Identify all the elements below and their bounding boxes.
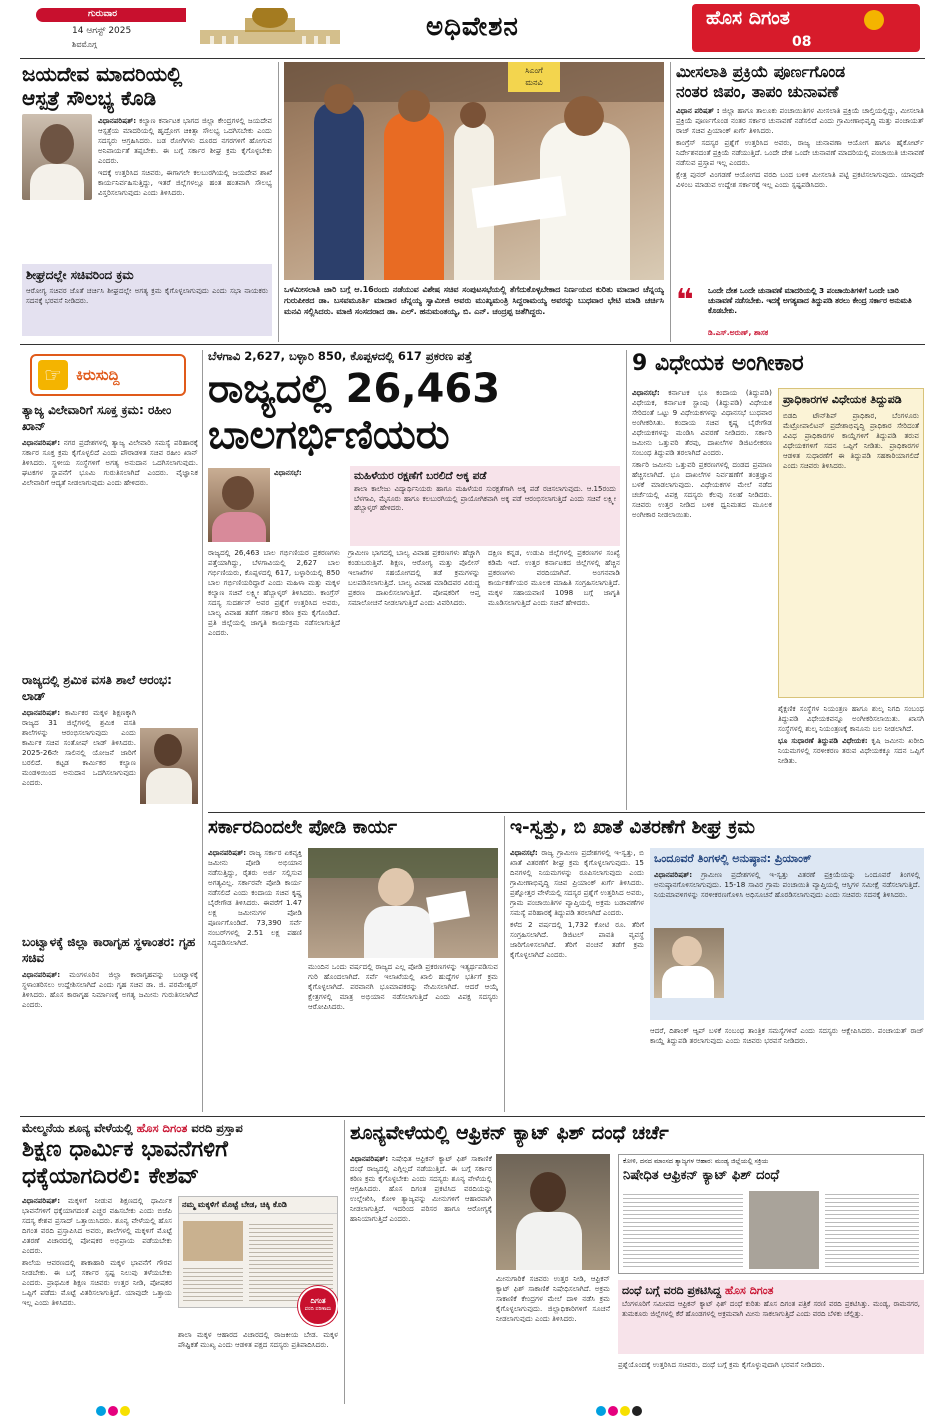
subhead-box (350, 466, 620, 546)
kiru-item-body: ಕಾರ್ಮಿಕರ ಮಕ್ಕಳ ಶಿಕ್ಷಣಕ್ಕಾಗಿ ರಾಜ್ಯದ 31 ಜಿಲ್ಲೆಗಳಲ್ಲಿ ಶ್ರಮಿಕ ವಸತಿ ಶಾಲೆಗಳನ್ನು ಆರಂಭಿಸಲಾಗುವುದು ಎಂದು ಕಾರ್ಮಿಕ ಸಚಿವ ಸಂತೋಷ್ ಲಾಡ್ ತಿಳಿಸಿದರು. 2025-26ನೇ ಸಾಲಿನಲ್ಲಿ ಯೋಜನೆ ಜಾರಿಗೆ ಬರಲಿದೆ. ಕಟ್ಟಡ ಕಾರ್ಮಿಕರ ಕಲ್ಯಾಣ ಮಂಡಳಿಯಿಂದ ಅನುದಾನ ಒದಗಿಸಲಾಗುವುದು ಎಂದರು. (22, 708, 136, 787)
registration-marks-right (596, 1406, 656, 1416)
box-body: ಬಿಡದಿ ಟೌನ್‌ಶಿಪ್ ಪ್ರಾಧಿಕಾರ, ಬೆಂಗಳೂರು ಮೆಟ್ರೋಪಾಲಿಟನ್ ಪ್ರದೇಶಾಭಿವೃದ್ಧಿ ಪ್ರಾಧಿಕಾರ ಸೇರಿದಂತೆ ವಿವಿಧ ಪ್ರಾಧಿಕಾರಗಳ ಕಾಯ್ದೆಗಳಿಗೆ ತಿದ್ದುಪಡಿ ತರುವ ವಿಧೇಯಕಗಳಿಗೆ ಸದನ ಒಪ್ಪಿಗೆ ನೀಡಿತು. ಪ್ರಾಧಿಕಾರಗಳ ಆಡಳಿತ ಸುಧಾರಣೆಗೆ ಈ ತಿದ್ದುಪಡಿ ಸಹಕಾರಿಯಾಗಲಿದೆ ಎಂದು ಸಚಿವರು ತಿಳಿಸಿದರು. (783, 411, 919, 470)
catfish-clipping (618, 1154, 924, 1274)
kiru-item-dateline: ವಿಧಾನಪರಿಷತ್: (22, 708, 61, 717)
headline: ಸರ್ಕಾರದಿಂದಲೇ ಪೋಡಿ ಕಾರ್ಯ (208, 817, 397, 838)
quote-text: ಒಂದೇ ದೇಶ ಒಂದೇ ಚುನಾವಣೆ ಮಾದರಿಯಲ್ಲಿ 3 ಪಂಚಾಯಿತಿಗಳಿಗೆ ಒಂದೇ ಬಾರಿ ಚುನಾವಣೆ ನಡೆಸಬೇಕು. ಇದಕ್ಕೆ ಅಗತ್ಯವಾದ ತಿದ್ದುಪಡಿ ತರಲು ಕೇಂದ್ರ ಸರ್ಕಾರ ಅನುಮತಿ ಕೊಡಬೇಕು. (708, 286, 912, 315)
minister-photo (208, 468, 270, 542)
member-speaking-photo (496, 1154, 610, 1270)
body-2: ಇದಕ್ಕೆ ಉತ್ತರಿಸಿದ ಸಚಿವರು, ಈಗಾಗಲೇ ಕಲಬುರಗಿಯಲ್ಲಿ ಜಯದೇವ ಶಾಖೆ ಕಾರ್ಯನಿರ್ವಹಿಸುತ್ತಿದ್ದು, ಇತರೆ ಜಿಲ್ಲೆಗಳಲ್ಲೂ ಹಂತ ಹಂತವಾಗಿ ಸೌಲಭ್ಯ ವಿಸ್ತರಿಸಲಾಗುವುದು ಎಂದು ತಿಳಿಸಿದರು. (98, 168, 272, 197)
kicker: ಬೆಳಗಾವಿ 2,627, ಬಳ್ಳಾರಿ 850, ಕೊಪ್ಪಳದಲ್ಲಿ 617 ಪ್ರಕರಣ ಪತ್ತೆ (208, 349, 473, 363)
e-swattu-story (510, 816, 924, 1112)
body-2: ಸರ್ಕಾರಿ ಜಮೀನು ಒತ್ತುವರಿ ಪ್ರಕರಣಗಳಲ್ಲಿ ದಂಡದ ಪ್ರಮಾಣ ಹೆಚ್ಚಿಸಲಾಗಿದೆ. ಭೂ ದಾಖಲೆಗಳ ನಿರ್ವಹಣೆಗೆ ತಂತ್ರಜ್ಞಾನ ಬಳಕೆ ಮಾಡಲಾಗುವುದು. ವಿಧೇಯಕಗಳ ಮೇಲೆ ನಡೆದ ಚರ್ಚೆಯಲ್ಲಿ ವಿಪಕ್ಷ ಸದಸ್ಯರು ಕೆಲವು ಸಲಹೆ ನೀಡಿದರು. ಸಚಿವರು ಉತ್ತರ ನೀಡಿದ ಬಳಿಕ ಧ್ವನಿಮತದ ಮೂಲಕ ಅಂಗೀಕಾರ ನೀಡಲಾಯಿತು. (632, 460, 772, 519)
day-label: ಗುರುವಾರ (88, 9, 118, 19)
badge-bottom: ವರದಿ ಪರಿಣಾಮ (304, 1306, 332, 1312)
body: ಕಲ್ಯಾಣ ಕರ್ನಾಟಕ ಭಾಗದ ಜಿಲ್ಲಾ ಕೇಂದ್ರಗಳಲ್ಲಿ ಜಯದೇವ ಆಸ್ಪತ್ರೆಯ ಮಾದರಿಯಲ್ಲಿ ಹೃದ್ರೋಗ ಚಿಕಿತ್ಸಾ ಸೌಲಭ್ಯ ಒದಗಿಸಬೇಕು ಎಂದು ಸದಸ್ಯರು ಆಗ್ರಹಿಸಿದರು. ಬಡ ರೋಗಿಗಳು ದೂರದ ನಗರಗಳಿಗೆ ಹೋಗುವ ಅನಿವಾರ್ಯತೆ ತಪ್ಪಬೇಕು. ಈ ಬಗ್ಗೆ ಸರ್ಕಾರ ಶೀಘ್ರ ಕ್ರಮ ಕೈಗೊಳ್ಳಬೇಕು ಎಂದರು. (98, 116, 272, 165)
clip-title: ನಿಷೇಧಿತ ಆಫ್ರಿಕನ್ ಕ್ಯಾಟ್ ಫಿಶ್ ದಂಧೆ (623, 1168, 780, 1183)
pointing-hand-icon: ☞ (38, 360, 68, 390)
date-block (26, 2, 186, 54)
body: ರಾಜ್ಯ ಸರ್ಕಾರ ಏಕವ್ಯಕ್ತಿ ಜಮೀನು ಪೋಡಿ ಅಭಿಯಾನ ನಡೆಸುತ್ತಿದ್ದು, ರೈತರು ಅರ್ಜಿ ಸಲ್ಲಿಸುವ ಅಗತ್ಯವಿಲ್ಲ. ಸರ್ಕಾರವೇ ಪೋಡಿ ಕಾರ್ಯ ನಡೆಸಲಿದೆ ಎಂದು ಕಂದಾಯ ಸಚಿವ ಕೃಷ್ಣ ಬೈರೇಗೌಡ ತಿಳಿಸಿದರು. ಈವರೆಗೆ 1.47 ಲಕ್ಷ ಜಮೀನುಗಳ ಪೋಡಿ ಪೂರ್ಣಗೊಂಡಿದೆ. 73,390 ಸರ್ವೆ ನಂಬರ್‌ಗಳಲ್ಲಿ 2.51 ಲಕ್ಷ ಪಹಣಿ ಸಿದ್ಧಪಡಿಸಲಾಗಿದೆ. (208, 848, 302, 947)
dateline: ವಿಧಾನಪರಿಷತ್: (98, 116, 137, 125)
box-title: ಒಂದೂವರೆ ತಿಂಗಳಲ್ಲಿ ಅನುಷ್ಠಾನ: ಪ್ರಿಯಾಂಕ್ (654, 852, 812, 865)
tag-brand: ಹೊಸ ದಿಗಂತ (136, 1121, 188, 1135)
body-2: ಮುಂದಿನ ಒಂದು ವರ್ಷದಲ್ಲಿ ರಾಜ್ಯದ ಎಲ್ಲ ಪೋಡಿ ಪ್ರಕರಣಗಳನ್ನು ಇತ್ಯರ್ಥಪಡಿಸುವ ಗುರಿ ಹೊಂದಲಾಗಿದೆ. ಸರ್ವೆ ಇಲಾಖೆಯಲ್ಲಿ ಖಾಲಿ ಹುದ್ದೆಗಳ ಭರ್ತಿಗೆ ಕ್ರಮ ಕೈಗೊಳ್ಳಲಾಗಿದೆ. ಪರವಾನಗಿ ಭೂಮಾಪಕರನ್ನು ನೇಮಿಸಲಾಗಿದೆ. ಆದರೆ ಆಯ್ಕೆ ಕ್ಷೇತ್ರಗಳಲ್ಲಿ ಮಾತ್ರ ಅಭಿಯಾನ ನಡೆಸಲಾಗುತ್ತಿದೆ ಎಂದು ವಿಪಕ್ಷ ಸದಸ್ಯರು ಆರೋಪಿಸಿದರು. (308, 962, 498, 1011)
body-col3: ದಕ್ಷಿಣ ಕನ್ನಡ, ಉಡುಪಿ ಜಿಲ್ಲೆಗಳಲ್ಲಿ ಪ್ರಕರಣಗಳ ಸಂಖ್ಯೆ ಕಡಿಮೆ ಇದೆ. ಉತ್ತರ ಕರ್ನಾಟಕದ ಜಿಲ್ಲೆಗಳಲ್ಲಿ ಹೆಚ್ಚಿನ ಪ್ರಕರಣಗಳು ವರದಿಯಾಗಿವೆ. ಅಂಗನವಾಡಿ ಕಾರ್ಯಕರ್ತೆಯರ ಮೂಲಕ ಮಾಹಿತಿ ಸಂಗ್ರಹಿಸಲಾಗುತ್ತಿದೆ. ಮಕ್ಕಳ ಸಹಾಯವಾಣಿ 1098 ಬಗ್ಗೆ ಜಾಗೃತಿ ಮೂಡಿಸಲಾಗುತ್ತಿದೆ ಎಂದು ಸಚಿವೆ ಹೇಳಿದರು. (488, 548, 620, 607)
box-title (622, 1284, 920, 1298)
photo-label-line1: ಸಿಎಂಗೆ (525, 66, 543, 75)
dateline: ವಿಧಾನಸಭೆ: (274, 468, 302, 477)
subhead: ಮಹಿಳೆಯರ ರಕ್ಷಣೆಗೆ ಬರಲಿದೆ ಅಕ್ಕ ಪಡೆ (354, 470, 487, 482)
kiru-item-1 (22, 402, 198, 672)
date-label: 14 ಆಗಸ್ಟ್ 2025 (72, 26, 132, 36)
body: ಮಕ್ಕಳಿಗೆ ನೀಡುವ ಶಿಕ್ಷಣದಲ್ಲಿ ಧಾರ್ಮಿಕ ಭಾವನೆಗಳಿಗೆ ಧಕ್ಕೆಯಾಗದಂತೆ ಎಚ್ಚರ ವಹಿಸಬೇಕು ಎಂದು ಬಿಜೆಪಿ ಸದಸ್ಯ ಕೇಶವ ಪ್ರಸಾದ್ ಒತ್ತಾಯಿಸಿದರು. ಶೂನ್ಯ ವೇಳೆಯಲ್ಲಿ ಹೊಸ ದಿಗಂತ ವರದಿ ಪ್ರಸ್ತಾಪಿಸಿದ ಅವರು, ಶಾಲೆಗಳಲ್ಲಿ ಮಕ್ಕಳಿಗೆ ಮೊಟ್ಟೆ ವಿತರಣೆ ವಿಚಾರದಲ್ಲಿ ಪೋಷಕರ ಅಭಿಪ್ರಾಯ ಪಡೆಯಬೇಕು ಎಂದರು. (22, 1196, 172, 1255)
headline-line2: ಆಸ್ಪತ್ರೆ ಸೌಲಭ್ಯ ಕೊಡಿ (22, 86, 157, 110)
main-story (208, 348, 620, 810)
body-3: ಕ್ಷೇತ್ರ ಪುನರ್ ವಿಂಗಡಣೆ ಆಯೋಗದ ವರದಿ ಬಂದ ಬಳಿಕ ಮೀಸಲಾತಿ ಪಟ್ಟಿ ಪ್ರಕಟಿಸಲಾಗುವುದು. ಯಾವುದೇ ವಿಳಂಬ ಮಾಡುವ ಉದ್ದೇಶ ಸರ್ಕಾರಕ್ಕೆ ಇಲ್ಲ ಎಂದು ಸ್ಪಷ್ಟಪಡಿಸಿದರು. (676, 170, 924, 189)
hosa-digantha-box (618, 1280, 924, 1354)
cm-photo-story (284, 62, 664, 342)
kiru-item-3 (22, 934, 198, 1110)
quote-mark-icon: ❝ (676, 283, 694, 318)
paper-name: ಹೊಸ ದಿಗಂತ (706, 7, 790, 29)
minister-photo (654, 928, 724, 998)
body-col1: ರಾಜ್ಯದಲ್ಲಿ 26,463 ಬಾಲ ಗರ್ಭಿಣಿಯರ ಪ್ರಕರಣಗಳು ಪತ್ತೆಯಾಗಿದ್ದು, ಬೆಳಗಾವಿಯಲ್ಲಿ 2,627 ಬಾಲ ಗರ್ಭಿಣಿಯರು, ಕೊಪ್ಪಳದಲ್ಲಿ 617, ಬಳ್ಳಾರಿಯಲ್ಲಿ 850 ಬಾಲ ಗರ್ಭಿಣಿಯರಿದ್ದಾರೆ ಎಂದು ಮಹಿಳಾ ಮತ್ತು ಮಕ್ಕಳ ಕಲ್ಯಾಣ ಸಚಿವೆ ಲಕ್ಷ್ಮೀ ಹೆಬ್ಬಾಳ್ಕರ್ ತಿಳಿಸಿದರು. ಕಾಂಗ್ರೆಸ್ ಸದಸ್ಯ ಸುದರ್ಶನ್ ಅವರ ಪ್ರಶ್ನೆಗೆ ಉತ್ತರಿಸಿದ ಅವರು, ಬಾಲ್ಯ ವಿವಾಹ ತಡೆಗೆ ಸರ್ಕಾರ ಕಠಿಣ ಕ್ರಮ ಕೈಗೊಂಡಿದೆ. ಪ್ರತಿ ಜಿಲ್ಲೆಯಲ್ಲಿ ಜಾಗೃತಿ ಕಾರ್ಯಕ್ರಮ ನಡೆಸಲಾಗುತ್ತಿದೆ ಎಂದರು. (208, 548, 340, 637)
dateline: ವಿಧಾನಸಭೆ: (510, 848, 538, 857)
badge-top: ದಿಗಂತ (310, 1297, 326, 1305)
priyank-box (650, 848, 924, 1020)
body: ಕರ್ನಾಟಕ ಭೂ ಕಂದಾಯ (ತಿದ್ದುಪಡಿ) ವಿಧೇಯಕ, ಕರ್ನಾಟಕ ಸ್ಟಾಂಪು (ತಿದ್ದುಪಡಿ) ವಿಧೇಯಕ ಸೇರಿದಂತೆ ಒಟ್ಟು 9 ವಿಧೇಯಕಗಳನ್ನು ವಿಧಾನಸಭೆ ಬುಧವಾರ ಅಂಗೀಕರಿಸಿತು. ಕಂದಾಯ ಸಚಿವ ಕೃಷ್ಣ ಬೈರೇಗೌಡ ವಿಧೇಯಕಗಳನ್ನು ಮಂಡಿಸಿ ವಿವರಣೆ ನೀಡಿದರು. ಸರ್ಕಾರಿ ಜಮೀನು ಒತ್ತುವರಿ ತೆರವು, ದಾಖಲೆಗಳ ಡಿಜಿಟಲೀಕರಣ ಸಂಬಂಧ ತಿದ್ದುಪಡಿ ತರಲಾಗಿದೆ ಎಂದರು. (632, 388, 772, 457)
section-title: ಅಧಿವೇಶನ (426, 12, 519, 42)
tag-suffix: ವರದಿ ಪ್ರಸ್ತಾಪ (191, 1121, 243, 1135)
headline-line2: ನಂತರ ಜಿಪಂ, ತಾಪಂ ಚುನಾವಣೆ (676, 83, 839, 101)
subhead-body: ಶಾಲಾ ಕಾಲೇಜು ವಿದ್ಯಾರ್ಥಿನಿಯರು ಹಾಗೂ ಮಹಿಳೆಯರ ಸುರಕ್ಷತೆಗಾಗಿ ಅಕ್ಕ ಪಡೆ ರಚಿಸಲಾಗುವುದು. ಆ.15ರಂದು ಬೆಳಗಾವಿ, ಮೈಸೂರು ಹಾಗೂ ಕಲಬುರಗಿಯಲ್ಲಿ ಪ್ರಾಯೋಗಿಕವಾಗಿ ಅಕ್ಕ ಪಡೆ ಆರಂಭಿಸಲಾಗುತ್ತಿದೆ ಎಂದು ಸಚಿವೆ ಲಕ್ಷ್ಮೀ ಹೆಬ್ಬಾಳ್ಕರ್ ಹೇಳಿದರು. (354, 485, 616, 512)
headline-line2: ಬಾಲಗರ್ಭಿಣಿಯರು (208, 412, 450, 458)
tag-line (22, 1120, 338, 1136)
hospital-story (22, 62, 272, 338)
brand-logo-icon (864, 10, 884, 30)
sub-headline: ಶೀಘ್ರದಲ್ಲೇ ಸಚಿವರಿಂದ ಕ್ರಮ (26, 268, 134, 282)
sub-box (22, 264, 272, 336)
clip-title: ನಮ್ಮ ಮಕ್ಕಳಿಗೆ ಮೊಟ್ಟೆ ಬೇಡ, ಚಿಕ್ಕಿ ಕೊಡಿ (179, 1197, 337, 1214)
clip-kicker: ಕೋಳಿ, ದನದ ಮಾಂಸದ ತ್ಯಾಜ್ಯಗಳ ಆಹಾರ: ಮಂಡ್ಯ ಜಿಲ್ಲೆಯಲ್ಲಿ ಸಕ್ರಿಯ (623, 1157, 769, 1165)
podi-story (208, 816, 498, 1112)
body-2: ಕಾಂಗ್ರೆಸ್ ಸದಸ್ಯರ ಪ್ರಶ್ನೆಗೆ ಉತ್ತರಿಸಿದ ಅವರು, ರಾಜ್ಯ ಚುನಾವಣಾ ಆಯೋಗ ಹಾಗೂ ಹೈಕೋರ್ಟ್ ನಿರ್ದೇಶನದಂತೆ ಪ್ರಕ್ರಿಯೆ ನಡೆಯುತ್ತಿದೆ. ಒಂದೇ ದೇಶ ಒಂದೇ ಚುನಾವಣೆ ಮಾದರಿಯಲ್ಲಿ ಪಂಚಾಯಿತಿ ಚುನಾವಣೆ ನಡೆಸುವ ಪ್ರಸ್ತಾಪ ಇಲ್ಲ ಎಂದರು. (676, 138, 924, 167)
sub-body: ಆರೋಗ್ಯ ಸಚಿವರ ಜೊತೆ ಚರ್ಚಿಸಿ ಶೀಘ್ರದಲ್ಲೇ ಅಗತ್ಯ ಕ್ರಮ ಕೈಗೊಳ್ಳಲಾಗುವುದು ಎಂದು ಸಭಾ ನಾಯಕರು ಸದನಕ್ಕೆ ಭರವಸೆ ನೀಡಿದರು. (26, 286, 268, 305)
quote-box (676, 284, 924, 342)
page-number: 08 (792, 34, 812, 50)
cm-meeting-photo (284, 62, 664, 280)
registration-marks-left (96, 1406, 136, 1416)
vidhana-soudha-icon (190, 8, 350, 44)
city-label: ಶಿವಮೊಗ್ಗ (72, 40, 97, 49)
authorities-box (778, 388, 924, 698)
minister-speaking-photo (308, 848, 498, 958)
dateline: ವಿಧಾನಪರಿಷತ್: (350, 1154, 389, 1163)
photo-label-line2: ಮನವಿ (525, 78, 543, 87)
headline: ರಾಜ್ಯದಲ್ಲಿ 26,463 (208, 366, 501, 412)
body-2: ಶಾಲೆಯ ಆವರಣದಲ್ಲಿ ಶಾಕಾಹಾರಿ ಮಕ್ಕಳ ಭಾವನೆಗೆ ಗೌರವ ನೀಡಬೇಕು. ಈ ಬಗ್ಗೆ ಸರ್ಕಾರ ಸ್ಪಷ್ಟ ನಿಲುವು ತಳೆಯಬೇಕು ಎಂದರು. ಪ್ರಾಥಮಿಕ ಶಿಕ್ಷಣ ಸಚಿವರು ಉತ್ತರ ನೀಡಿ, ಪೋಷಕರ ಒಪ್ಪಿಗೆ ಪಡೆದು ಮೊಟ್ಟೆ ವಿತರಿಸಲಾಗುತ್ತಿದೆ. ಯಾವುದೇ ಒತ್ತಾಯ ಇಲ್ಲ ಎಂದು ತಿಳಿಸಿದರು. (22, 1258, 172, 1307)
body-2: ಕಳೆದ 2 ವರ್ಷದಲ್ಲಿ 1,732 ಕೋಟಿ ರೂ. ತೆರಿಗೆ ಸಂಗ್ರಹಿಸಲಾಗಿದೆ. ಡಿಜಿಟಲ್ ಪಾವತಿ ವ್ಯವಸ್ಥೆ ಜಾರಿಗೊಳಿಸಲಾಗಿದೆ. ತೆರಿಗೆ ವಂಚನೆ ತಡೆಗೆ ಕ್ರಮ ಕೈಗೊಳ್ಳಲಾಗಿದೆ ಎಂದರು. (510, 920, 644, 959)
box-title: ಪ್ರಾಧಿಕಾರಗಳ ವಿಧೇಯಕ ತಿದ್ದುಪಡಿ (783, 393, 902, 406)
body-3: ಪ್ರಶ್ನೆಯೊಂದಕ್ಕೆ ಉತ್ತರಿಸಿದ ಸಚಿವರು, ದಂಧೆ ಬಗ್ಗೆ ಕ್ರಮ ಕೈಗೊಳ್ಳುವುದಾಗಿ ಭರವಸೆ ನೀಡಿದರು. (618, 1360, 825, 1369)
kiru-item-title: ರಾಜ್ಯದಲ್ಲಿ ಶ್ರಮಿಕ ವಸತಿ ಶಾಲೆ ಆರಂಭ: ಲಾಡ್ (22, 673, 172, 703)
section-header (190, 8, 690, 44)
headline: ಶೂನ್ಯವೇಳೆಯಲ್ಲಿ ಆಫ್ರಿಕನ್ ಕ್ಯಾಟ್ ಫಿಶ್ ದಂಧೆ ಚರ್ಚೆ (350, 1122, 669, 1144)
kiru-item-title: ಬಂಟ್ವಾಳಕ್ಕೆ ಜಿಲ್ಲಾ ಕಾರಾಗೃಹ ಸ್ಥಳಾಂತರ: ಗೃಹ ಸಚಿವ (22, 935, 196, 965)
body-2: ಮೀನುಗಾರಿಕೆ ಸಚಿವರು ಉತ್ತರ ನೀಡಿ, ಆಫ್ರಿಕನ್ ಕ್ಯಾಟ್ ಫಿಶ್ ಸಾಕಾಣಿಕೆ ನಿಷೇಧಿಸಲಾಗಿದೆ. ಅಕ್ರಮ ಸಾಕಾಣಿಕೆ ಕೇಂದ್ರಗಳ ಮೇಲೆ ದಾಳಿ ನಡೆಸಿ ಕ್ರಮ ಕೈಗೊಳ್ಳಲಾಗುವುದು. ಜಿಲ್ಲಾಧಿಕಾರಿಗಳಿಗೆ ಸೂಚನೆ ನೀಡಲಾಗುವುದು ಎಂದು ತಿಳಿಸಿದರು. (496, 1274, 610, 1323)
panchayat-election-story (676, 62, 924, 342)
education-story (22, 1120, 338, 1404)
box-dateline: ವಿಧಾನಪರಿಷತ್: (654, 870, 693, 879)
body-3: ಶಾಲಾ ಮಕ್ಕಳ ಆಹಾರದ ವಿಚಾರದಲ್ಲಿ ರಾಜಕೀಯ ಬೇಡ. ಮಕ್ಕಳ ಪೌಷ್ಟಿಕತೆ ಮುಖ್ಯ ಎಂದು ಆಡಳಿತ ಪಕ್ಷದ ಸದಸ್ಯರು ಪ್ರತಿಪಾದಿಸಿದರು. (178, 1330, 338, 1349)
photo-caption: ಒಳಮೀಸಲಾತಿ ಜಾರಿ ಬಗ್ಗೆ ಆ.16ರಂದು ನಡೆಯುವ ವಿಶೇಷ ಸಚಿವ ಸಂಪುಟಸಭೆಯಲ್ಲಿ ತೆಗೆದುಕೊಳ್ಳಬೇಕಾದ ನಿರ್ಣಯದ ಕುರಿತು ಮಾದಾರ ಚೆನ್ನಯ್ಯ ಗುರುಪೀಠದ ಡಾ. ಬಸವಮೂರ್ತಿ ಮಾದಾರ ಚೆನ್ನಯ್ಯ ಸ್ವಾಮೀಜಿ ಅವರು ಮುಖ್ಯಮಂತ್ರಿ ಸಿದ್ದರಾಮಯ್ಯ ಅವರನ್ನು ಬುಧವಾರ ಭೇಟಿ ಮಾಡಿ ಚರ್ಚಿಸಿ ಮನವಿ ಸಲ್ಲಿಸಿದರು. ಮಾಜಿ ಸಂಸದರಾದ ಡಾ. ಎಲ್. ಹನುಮಂತಯ್ಯ, ಬಿ. ಎನ್. ಚಂದ್ರಪ್ಪ ಜತೆಗಿದ್ದರು. (284, 285, 664, 316)
dateline: ವಿಧಾನ ಪರಿಷತ್ : (676, 106, 720, 115)
bills-story (632, 350, 924, 810)
headline: ಇ-ಸ್ವತ್ತು, ಬಿ ಖಾತೆ ವಿತರಣೆಗೆ ಶೀಘ್ರ ಕ್ರಮ (510, 817, 755, 838)
kiru-item-body: ನಗರ ಪ್ರದೇಶಗಳಲ್ಲಿ ತ್ಯಾಜ್ಯ ವಿಲೇವಾರಿ ಸಮಸ್ಯೆ ಪರಿಹಾರಕ್ಕೆ ಸರ್ಕಾರ ಸೂಕ್ತ ಕ್ರಮ ಕೈಗೊಳ್ಳಲಿದೆ ಎಂದು ಪೌರಾಡಳಿತ ಸಚಿವ ರಹೀಂ ಖಾನ್ ತಿಳಿಸಿದರು. ಸ್ಥಳೀಯ ಸಂಸ್ಥೆಗಳಿಗೆ ಅಗತ್ಯ ಅನುದಾನ ಒದಗಿಸಲಾಗುವುದು. ಘಟಕಗಳ ಸ್ಥಾಪನೆಗೆ ಭೂಮಿ ಗುರುತಿಸಲಾಗಿದೆ ಎಂದರು. ವೈಜ್ಞಾನಿಕ ವಿಲೇವಾರಿಗೆ ಆದ್ಯತೆ ನೀಡಲಾಗುವುದು ಎಂದು ಹೇಳಿದರು. (22, 438, 198, 487)
kiru-suddi-column (22, 350, 198, 1112)
kiru-label-box (30, 354, 186, 396)
box-title-prefix: ದಂಧೆ ಬಗ್ಗೆ ವರದಿ ಪ್ರಕಟಿಸಿದ್ದ (622, 1284, 722, 1297)
headline: 9 ವಿಧೇಯಕ ಅಂಗೀಕಾರ (632, 351, 804, 376)
body-col2: ಗ್ರಾಮೀಣ ಭಾಗದಲ್ಲಿ ಬಾಲ್ಯ ವಿವಾಹ ಪ್ರಕರಣಗಳು ಹೆಚ್ಚಾಗಿ ಕಂಡುಬರುತ್ತಿವೆ. ಶಿಕ್ಷಣ, ಆರೋಗ್ಯ ಮತ್ತು ಪೊಲೀಸ್ ಇಲಾಖೆಗಳ ಸಹಯೋಗದಲ್ಲಿ ತಡೆ ಕ್ರಮಗಳನ್ನು ಬಲಪಡಿಸಲಾಗುತ್ತಿದೆ. ಬಾಲ್ಯ ವಿವಾಹ ಮಾಡಿದವರ ವಿರುದ್ಧ ಪ್ರಕರಣ ದಾಖಲಿಸಲಾಗುತ್ತಿದೆ. ಪೋಷಕರಿಗೆ ಆಪ್ತ ಸಮಾಲೋಚನೆ ನೀಡಲಾಗುತ್ತಿದೆ ಎಂದು ವಿವರಿಸಿದರು. (348, 548, 480, 607)
kiru-item-body: ಮಂಗಳೂರಿನ ಜಿಲ್ಲಾ ಕಾರಾಗೃಹವನ್ನು ಬಂಟ್ವಾಳಕ್ಕೆ ಸ್ಥಳಾಂತರಿಸಲು ಉದ್ದೇಶಿಸಲಾಗಿದೆ ಎಂದು ಗೃಹ ಸಚಿವ ಡಾ. ಜಿ. ಪರಮೇಶ್ವರ್ ತಿಳಿಸಿದರು. ಹೊಸ ಕಾರಾಗೃಹ ನಿರ್ಮಾಣಕ್ಕೆ ಅಗತ್ಯ ಜಮೀನು ಗುರುತಿಸಲಾಗಿದೆ ಎಂದರು. (22, 970, 198, 1009)
body: ಜಿಲ್ಲಾ ಹಾಗೂ ತಾಲೂಕು ಪಂಚಾಯಿತಿಗಳ ಮೀಸಲಾತಿ ಪ್ರಕ್ರಿಯೆ ಚಾಲ್ತಿಯಲ್ಲಿದ್ದು, ಮೀಸಲಾತಿ ಪ್ರಕ್ರಿಯೆ ಪೂರ್ಣಗೊಂಡ ನಂತರ ಸರ್ಕಾರ ಚುನಾವಣೆ ನಡೆಸಲಿದೆ ಎಂದು ಗ್ರಾಮೀಣಾಭಿವೃದ್ಧಿ ಮತ್ತು ಪಂಚಾಯತ್ ರಾಜ್ ಸಚಿವ ಪ್ರಿಯಾಂಕ್ ಖರ್ಗೆ ತಿಳಿಸಿದರು. (676, 106, 924, 135)
box-body: ಬೆಂಗಳೂರಿಗೆ ಸಮೀಪದ ಆಫ್ರಿಕನ್ ಕ್ಯಾಟ್ ಫಿಶ್ ದಂಧೆ ಕುರಿತು ಹೊಸ ದಿಗಂತ ಪತ್ರಿಕೆ ಸರಣಿ ವರದಿ ಪ್ರಕಟಿಸಿತ್ತು. ಮಂಡ್ಯ, ರಾಮನಗರ, ತುಮಕೂರು ಜಿಲ್ಲೆಗಳಲ್ಲಿ ಕೆರೆ ಹೊಂಡಗಳಲ್ಲಿ ಅಕ್ರಮವಾಗಿ ಮೀನು ಸಾಕಲಾಗುತ್ತಿದೆ ಎಂದು ವರದಿ ಬೆಳಕು ಚೆಲ್ಲಿತ್ತು. (622, 1300, 920, 1318)
brand-block (692, 4, 920, 52)
photo-label (508, 62, 560, 92)
kiru-item-dateline: ವಿಧಾನಪರಿಷತ್: (22, 438, 61, 447)
report-impact-badge (298, 1286, 338, 1326)
box-body: ಗ್ರಾಮೀಣ ಪ್ರದೇಶಗಳಲ್ಲಿ ಇ-ಸ್ವತ್ತು ವಿತರಣೆ ಪ್ರಕ್ರಿಯೆಯನ್ನು ಒಂದೂವರೆ ತಿಂಗಳಲ್ಲಿ ಅನುಷ್ಠಾನಗೊಳಿಸಲಾಗುವುದು. 15-18 ಸಾವಿರ ಗ್ರಾಮ ಪಂಚಾಯಿತಿ ವ್ಯಾಪ್ತಿಯಲ್ಲಿ ಆಸ್ತಿಗಳ ಸಮೀಕ್ಷೆ ನಡೆಸಲಾಗುತ್ತಿದೆ. ನಿಯಮಾವಳಿಗಳನ್ನು ಸರಳೀಕರಣಗೊಳಿಸಿ ಅಧಿಸೂಚನೆ ಹೊರಡಿಸಲಾಗುವುದು ಎಂದು ಸಚಿವರು ಸದನಕ್ಕೆ ತಿಳಿಸಿದರು. (654, 870, 920, 899)
kiru-item-dateline: ವಿಧಾನಪರಿಷತ್: (22, 970, 61, 979)
dateline: ವಿಧಾನಪರಿಷತ್: (208, 848, 247, 857)
body: ರಾಜ್ಯ ಗ್ರಾಮೀಣ ಪ್ರದೇಶಗಳಲ್ಲಿ ಇ-ಸ್ವತ್ತು, ಬಿ ಖಾತೆ ವಿತರಣೆಗೆ ಶೀಘ್ರ ಕ್ರಮ ಕೈಗೊಳ್ಳಲಾಗುವುದು. 15 ದಿನಗಳಲ್ಲಿ ನಿಯಮಗಳನ್ನು ರೂಪಿಸಲಾಗುವುದು ಎಂದು ಗ್ರಾಮೀಣಾಭಿವೃದ್ಧಿ ಸಚಿವ ಪ್ರಿಯಾಂಕ್ ಖರ್ಗೆ ತಿಳಿಸಿದರು. ಪ್ರಶ್ನೋತ್ತರ ವೇಳೆಯಲ್ಲಿ ಸದಸ್ಯರ ಪ್ರಶ್ನೆಗೆ ಉತ್ತರಿಸಿದ ಅವರು, ಗ್ರಾಮ ಪಂಚಾಯಿತಿಗಳ ವ್ಯಾಪ್ತಿಯಲ್ಲಿ ಅಕ್ರಮ ಬಡಾವಣೆಗಳ ಸಮಸ್ಯೆ ಪರಿಹಾರಕ್ಕೆ ತಿದ್ದುಪಡಿ ತರಲಾಗಿದೆ ಎಂದರು. (510, 848, 644, 917)
headline: ಮೀಸಲಾತಿ ಪ್ರಕ್ರಿಯೆ ಪೂರ್ಣಗೊಂಡ (676, 63, 846, 81)
headline-line2: ಧಕ್ಕೆಯಾಗದಿರಲಿ: ಕೇಶವ್ (22, 1164, 200, 1189)
catfish-story (350, 1120, 924, 1404)
box-title-brand: ಹೊಸ ದಿಗಂತ (724, 1284, 774, 1297)
headline: ಜಯದೇವ ಮಾದರಿಯಲ್ಲಿ (22, 62, 183, 86)
body: ನಿಷೇಧಿತ ಆಫ್ರಿಕನ್ ಕ್ಯಾಟ್ ಫಿಶ್ ಸಾಕಾಣಿಕೆ ದಂಧೆ ರಾಜ್ಯದಲ್ಲಿ ಎಗ್ಗಿಲ್ಲದೆ ನಡೆಯುತ್ತಿದೆ. ಈ ಬಗ್ಗೆ ಸರ್ಕಾರ ಕಠಿಣ ಕ್ರಮ ಕೈಗೊಳ್ಳಬೇಕು ಎಂದು ಸದಸ್ಯರು ಶೂನ್ಯ ವೇಳೆಯಲ್ಲಿ ಆಗ್ರಹಿಸಿದರು. ಹೊಸ ದಿಗಂತ ಪ್ರಕಟಿಸಿದ ವರದಿಯನ್ನು ಉಲ್ಲೇಖಿಸಿ, ಕೋಳಿ ತ್ಯಾಜ್ಯವನ್ನು ಮೀನುಗಳಿಗೆ ಆಹಾರವಾಗಿ ನೀಡಲಾಗುತ್ತಿದೆ. ಇದರಿಂದ ಪರಿಸರ ಹಾಗೂ ಆರೋಗ್ಯಕ್ಕೆ ಹಾನಿಯಾಗುತ್ತಿದೆ ಎಂದರು. (350, 1154, 492, 1223)
tag-prefix: ಮೇಲ್ಮನೆಯ ಶೂನ್ಯ ವೇಳೆಯಲ್ಲಿ (22, 1121, 133, 1135)
sub-title: ಭೂ ಸುಧಾರಣೆ ತಿದ್ದುಪಡಿ ವಿಧೇಯಕ: (778, 736, 868, 745)
dateline: ವಿಧಾನಸಭೆ: (632, 388, 660, 397)
bottom-body: ಶೈಕ್ಷಣಿಕ ಸಂಸ್ಥೆಗಳ ನಿಯಂತ್ರಣ ಹಾಗೂ ಶುಲ್ಕ ನಿಗದಿ ಸಂಬಂಧ ತಿದ್ದುಪಡಿ ವಿಧೇಯಕವನ್ನೂ ಅಂಗೀಕರಿಸಲಾಯಿತು. ಖಾಸಗಿ ಸಂಸ್ಥೆಗಳಲ್ಲಿ ಶುಲ್ಕ ನಿಯಂತ್ರಣಕ್ಕೆ ಕಾನೂನು ಬಲ ನೀಡಲಾಗಿದೆ. (778, 704, 924, 733)
dateline: ವಿಧಾನಪರಿಷತ್: (22, 1196, 61, 1205)
kiru-item-2 (22, 672, 198, 922)
quote-author: ಡಿ.ಎಸ್.ಅರುಣ್, ಶಾಸಕ (708, 328, 769, 337)
minister-photo (140, 728, 198, 804)
headline: ಶಿಕ್ಷಣ ಧಾರ್ಮಿಕ ಭಾವನೆಗಳಿಗೆ (22, 1137, 228, 1162)
body-3: ಆದರೆ, ದಿಶಾಂಕ್ ಆ್ಯಪ್ ಬಳಕೆ ಸಂಬಂಧ ತಾಂತ್ರಿಕ ಸಮಸ್ಯೆಗಳಿವೆ ಎಂದು ಸದಸ್ಯರು ಆಕ್ಷೇಪಿಸಿದರು. ಪಂಚಾಯತ್ ರಾಜ್ ಕಾಯ್ದೆ ತಿದ್ದುಪಡಿ ತರಲಾಗುವುದು ಎಂದು ಸಚಿವರು ಭರವಸೆ ನೀಡಿದರು. (650, 1026, 924, 1045)
masthead (0, 0, 945, 58)
kiru-item-title: ತ್ಯಾಜ್ಯ ವಿಲೇವಾರಿಗೆ ಸೂಕ್ತ ಕ್ರಮ: ರಹೀಂ ಖಾನ್ (22, 403, 172, 433)
sub-body: ಕೃಷಿ ಜಮೀನು ಖರೀದಿ ನಿಯಮಗಳಲ್ಲಿ ಸರಳೀಕರಣ ತರುವ ವಿಧೇಯಕಕ್ಕೂ ಸದನ ಒಪ್ಪಿಗೆ ನೀಡಿತು. (778, 736, 924, 765)
kiru-label: ಕಿರುಸುದ್ದಿ (76, 366, 120, 384)
